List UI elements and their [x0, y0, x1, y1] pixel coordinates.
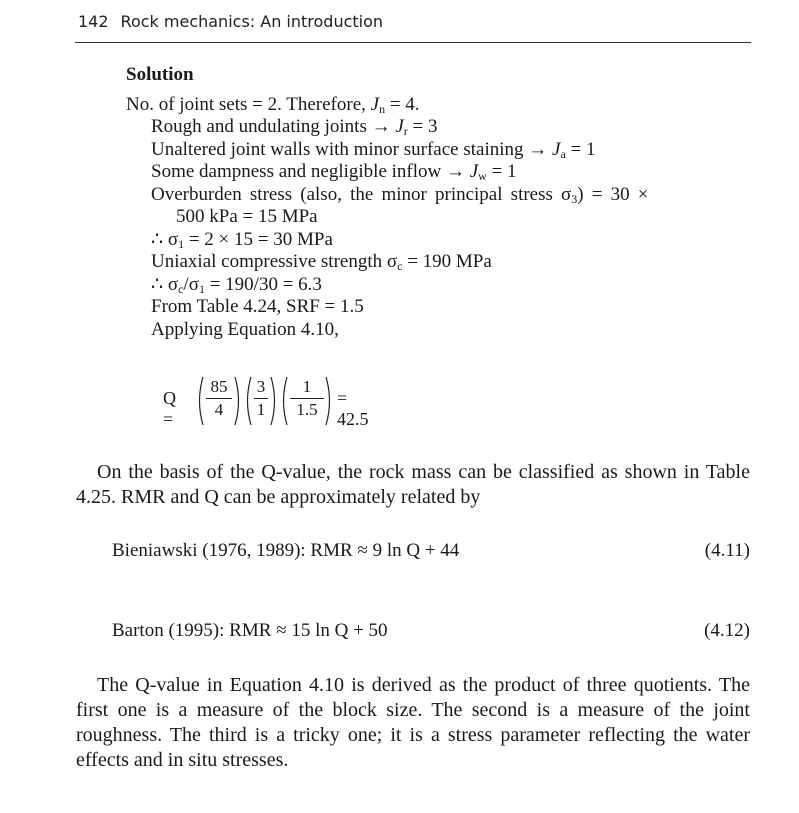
- solution-line-11: Applying Equation 4.10,: [151, 319, 339, 340]
- solution-line-6: 500 kPa = 15 MPa: [176, 206, 318, 227]
- page-number: 142: [78, 12, 109, 31]
- fraction-1-numerator: 85: [210, 377, 228, 396]
- left-paren-2: [244, 376, 252, 426]
- fraction-2-denominator: 1: [256, 400, 266, 419]
- running-title: Rock mechanics: An introduction: [120, 12, 384, 31]
- fraction-2: [254, 376, 268, 421]
- fraction-1: [206, 376, 232, 421]
- paragraph-q-quotients: The Q-value in Equation 4.10 is derived as the product of three quotients. The first one is a measure of the block size. The second is a measure of the joint roughness. The third is a tricky one; it is a stress parameter reflecting the water effects and in situ stresses.: [76, 674, 750, 771]
- solution-line-3: Unaltered joint walls with minor surface staining → $J_a = 1$: [151, 139, 596, 161]
- solution-line-2: Rough and undulating joints → $J_r = 3$: [151, 116, 438, 138]
- running-header: [78, 12, 383, 31]
- right-paren-3: [325, 376, 333, 426]
- equation-4-11-number: (4.11): [704, 540, 750, 561]
- fraction-3-denominator: 1.5: [296, 400, 318, 419]
- right-paren-2: [270, 376, 278, 426]
- fraction-3-numerator: 1: [302, 377, 312, 396]
- fraction-1-denominator: 4: [214, 400, 224, 419]
- header-rule: [75, 42, 751, 43]
- left-paren-3: [280, 376, 288, 426]
- solution-line-10: From Table 4.24, SRF = 1.5: [151, 296, 364, 317]
- solution-line-5: Overburden stress (also, the minor principal stress $\sigma_3) = 30$ ×: [151, 184, 649, 206]
- solution-line-4: Some dampness and negligible inflow → $J_w = 1$: [151, 161, 517, 183]
- fraction-2-numerator: 3: [256, 377, 266, 396]
- left-paren-1: [196, 376, 204, 426]
- solution-line-8: Uniaxial compressive strength $\sigma_c = 190$ MPa: [151, 251, 492, 273]
- right-paren-1: [234, 376, 242, 426]
- solution-line-1: No. of joint sets = 2. Therefore, $J_n = 4$.: [126, 94, 420, 116]
- equation-4-12: Barton (1995): RMR ≈ 15 ln Q + 50: [112, 620, 388, 641]
- fraction-3: [290, 376, 324, 421]
- paragraph-q-classification: On the basis of the Q-value, the rock mass can be classified as shown in Table 4.25. RMR and Q can be approximately related by: [76, 461, 750, 508]
- q-lhs: Q =: [163, 388, 176, 429]
- q-rhs: = 42.5: [337, 388, 369, 429]
- solution-line-9: ∴ $\sigma_c/\sigma_1 = 190/30 = 6.3$: [151, 274, 322, 296]
- equation-4-11: Bieniawski (1976, 1989): RMR ≈ 9 ln Q + 44: [112, 540, 460, 561]
- equation-4-12-number: (4.12): [704, 620, 750, 641]
- solution-line-7: ∴ $\sigma_1 = 2 \times 15 = 30$ MPa: [151, 229, 333, 251]
- solution-heading: Solution: [126, 64, 194, 85]
